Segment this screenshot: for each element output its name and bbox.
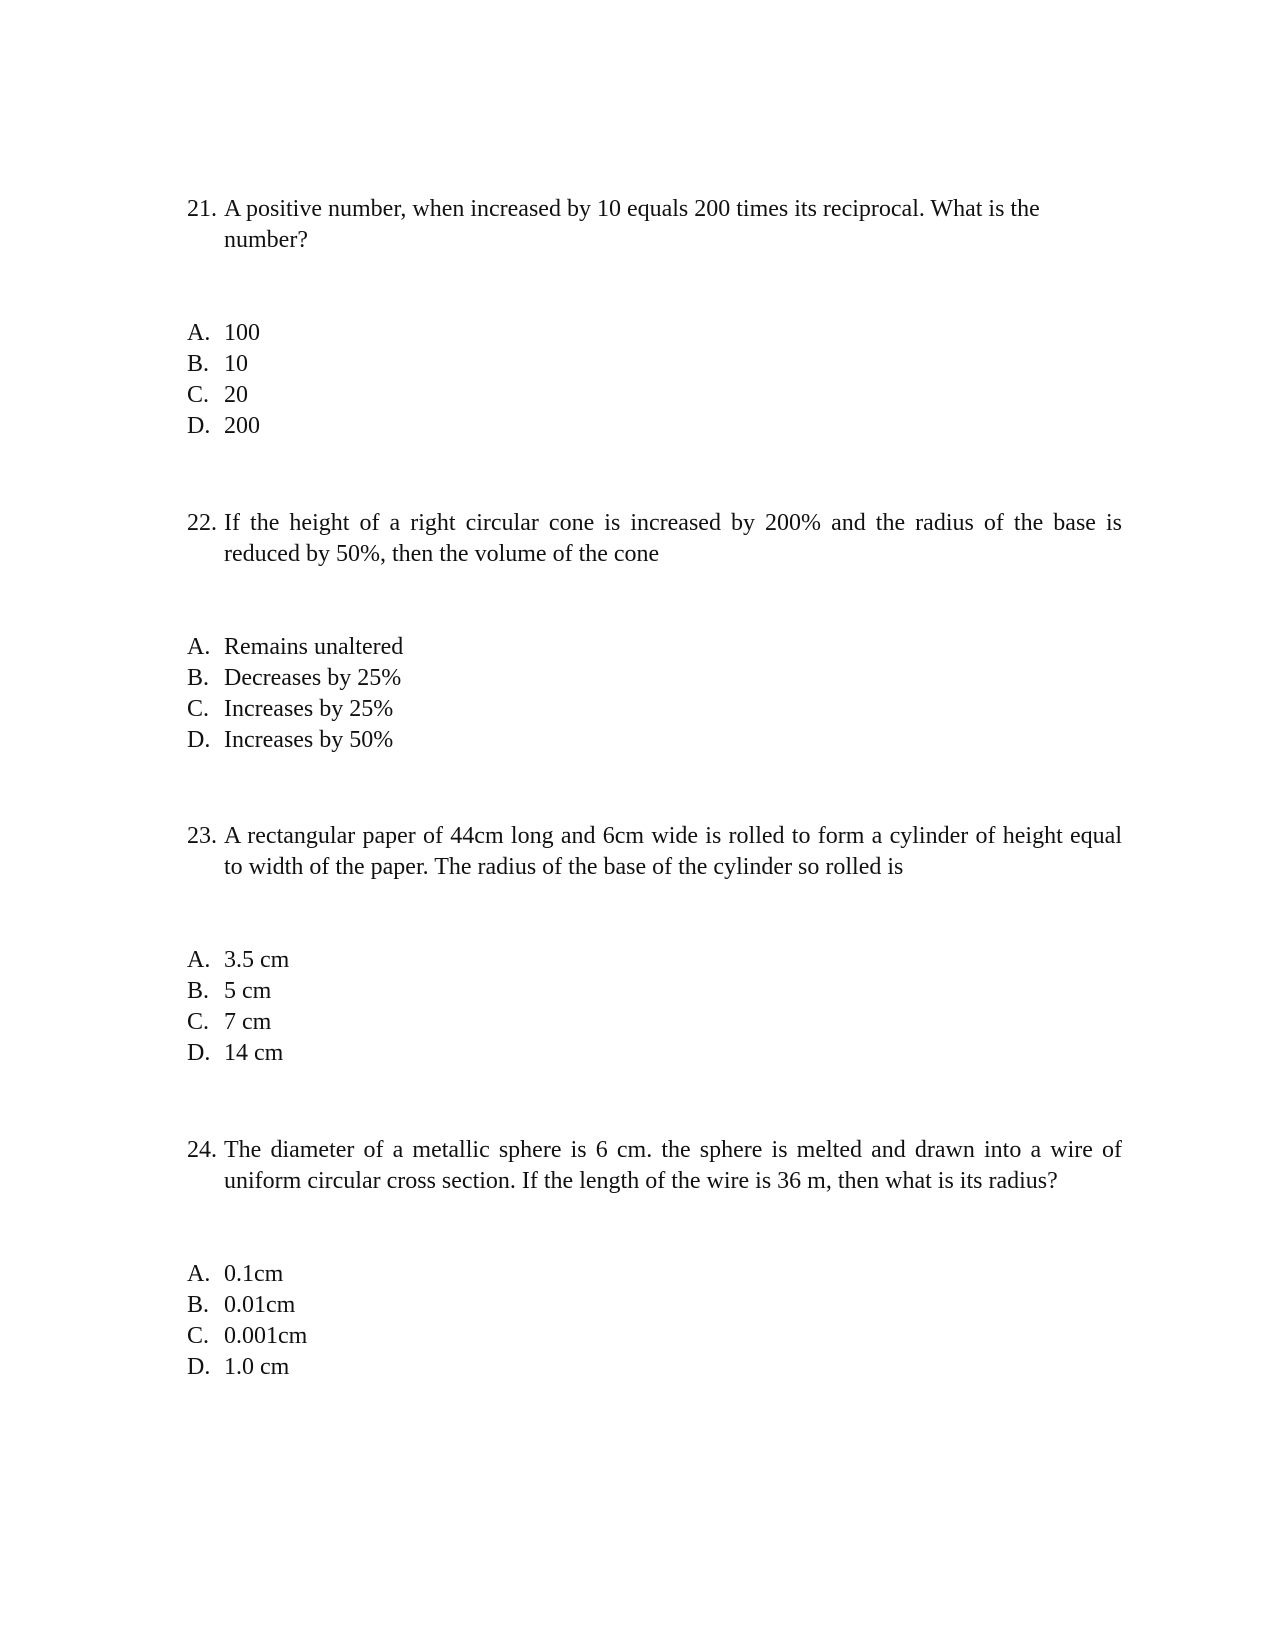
question-stem: [187, 1135, 1122, 1197]
question-number: 23.: [187, 823, 217, 849]
option-text: 0.01cm: [224, 1292, 296, 1318]
answer-options: [187, 318, 1122, 442]
option-text: Remains unaltered: [224, 634, 404, 660]
question-text: A positive number, when increased by 10 equals 200 times its reciprocal. What is the number?: [224, 196, 1040, 253]
option-letter: C.: [187, 1323, 210, 1349]
option-c: [187, 380, 1122, 411]
option-b: [187, 1290, 1122, 1321]
option-text: 20: [224, 382, 248, 408]
question-22: [187, 508, 1122, 756]
option-letter: D.: [187, 727, 211, 753]
option-b: [187, 663, 1122, 694]
question-number: 24.: [187, 1137, 217, 1163]
option-d: [187, 411, 1122, 442]
option-text: Increases by 50%: [224, 727, 394, 753]
option-letter: B.: [187, 978, 210, 1004]
option-letter: C.: [187, 1009, 210, 1035]
option-text: 0.1cm: [224, 1261, 284, 1287]
option-a: [187, 1259, 1122, 1290]
option-letter: A.: [187, 1261, 211, 1287]
question-number: 22.: [187, 510, 217, 536]
option-d: [187, 1352, 1122, 1383]
option-text: 10: [224, 351, 248, 377]
option-c: [187, 1007, 1122, 1038]
option-text: 3.5 cm: [224, 947, 290, 973]
option-letter: D.: [187, 1354, 211, 1380]
question-23: [187, 821, 1122, 1069]
option-text: 7 cm: [224, 1009, 272, 1035]
answer-options: [187, 945, 1122, 1069]
option-a: [187, 632, 1122, 663]
option-letter: D.: [187, 1040, 211, 1066]
option-b: [187, 349, 1122, 380]
option-letter: A.: [187, 947, 211, 973]
option-b: [187, 976, 1122, 1007]
question-stem: [187, 194, 1122, 256]
option-text: 14 cm: [224, 1040, 284, 1066]
option-text: 100: [224, 320, 260, 346]
option-text: 5 cm: [224, 978, 272, 1004]
question-text: If the height of a right circular cone is increased by 200% and the radius of the base is reduced by 50%, then the volume of the cone: [224, 510, 1122, 567]
question-text: The diameter of a metallic sphere is 6 cm. the sphere is melted and drawn into a wire of uniform circular cross section. If the length of the wire is 36 m, then what is its radius?: [224, 1137, 1122, 1194]
option-a: [187, 318, 1122, 349]
option-letter: B.: [187, 1292, 210, 1318]
option-letter: C.: [187, 696, 210, 722]
option-letter: C.: [187, 382, 210, 408]
option-text: 200: [224, 413, 260, 439]
question-number: 21.: [187, 196, 217, 222]
option-letter: A.: [187, 320, 211, 346]
option-text: 0.001cm: [224, 1323, 308, 1349]
question-24: [187, 1135, 1122, 1383]
option-a: [187, 945, 1122, 976]
option-letter: B.: [187, 351, 210, 377]
option-letter: B.: [187, 665, 210, 691]
option-c: [187, 694, 1122, 725]
answer-options: [187, 632, 1122, 756]
option-letter: D.: [187, 413, 211, 439]
option-text: 1.0 cm: [224, 1354, 290, 1380]
question-text: A rectangular paper of 44cm long and 6cm wide is rolled to form a cylinder of height equal to width of the paper. The radius of the base of the cylinder so rolled is: [224, 823, 1122, 880]
option-c: [187, 1321, 1122, 1352]
answer-options: [187, 1259, 1122, 1383]
question-stem: [187, 508, 1122, 570]
question-21: [187, 194, 1122, 442]
option-letter: A.: [187, 634, 211, 660]
option-text: Increases by 25%: [224, 696, 394, 722]
option-d: [187, 725, 1122, 756]
option-text: Decreases by 25%: [224, 665, 402, 691]
option-d: [187, 1038, 1122, 1069]
question-stem: [187, 821, 1122, 883]
